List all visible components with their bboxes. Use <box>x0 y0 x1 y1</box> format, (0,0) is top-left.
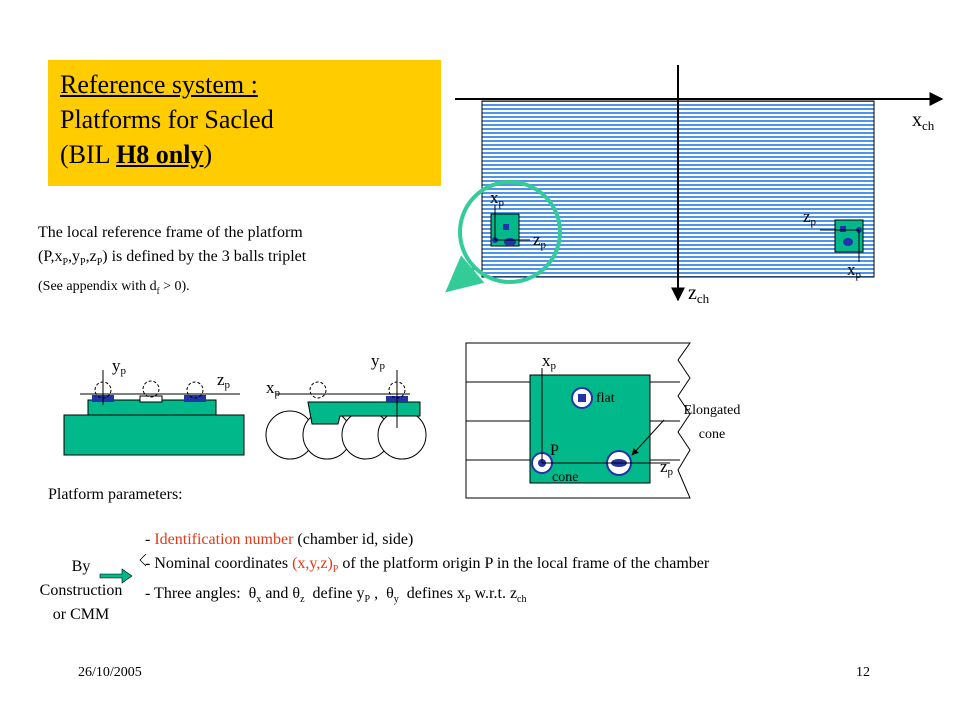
cone-label: cone <box>552 470 579 485</box>
highlight-arrow <box>448 268 474 290</box>
side-note-construction: Construction <box>39 582 123 599</box>
footer-date: 26/10/2005 <box>78 665 142 680</box>
params-list <box>145 528 709 612</box>
left-base-block <box>64 415 244 455</box>
right-yp-label: yp <box>371 351 385 372</box>
title-line2: Platforms for Sacled <box>60 105 274 134</box>
title-line3: (BIL H8 only) <box>60 140 213 169</box>
side-note <box>22 555 140 627</box>
elongated-label-1: Elongated <box>683 403 741 418</box>
z-ch-label: $z_{ch}$ <box>688 282 710 306</box>
side-note-cmm: or CMM <box>52 606 110 623</box>
detail-zp-label: zp <box>660 457 674 478</box>
detail-xp-label: xp <box>542 351 556 372</box>
flat-label: flat <box>596 391 615 406</box>
side-view-left <box>64 356 244 455</box>
left-zp-label-side: zp <box>217 370 231 391</box>
description-line1: The local reference frame of the platform <box>38 224 303 241</box>
title-line1: Reference system : <box>60 70 258 99</box>
title-h8-only: H8 only <box>116 140 204 169</box>
right-zp-label: zp <box>803 207 817 228</box>
side-view-right <box>266 351 426 459</box>
x-ch-label: $x_{ch}$ <box>912 109 935 133</box>
param-angles: - Three angles: $\theta_x$ and $\theta_z$ define $y_P$ , $\theta_y$ defines $x_P$ w.r.t. $z_{ch}$ <box>145 585 527 606</box>
right-xp-label-side: xp <box>266 378 280 399</box>
chamber-diagram <box>448 65 942 306</box>
side-note-by: By <box>71 558 91 575</box>
platform-detail <box>466 343 740 498</box>
footer-page-number: 12 <box>856 665 870 680</box>
left-yp-label: yp <box>112 356 126 377</box>
elongated-label-2: cone <box>698 427 726 442</box>
params-title: Platform parameters: <box>48 486 183 503</box>
param-id: - Identification number (chamber id, side) <box>145 531 414 548</box>
right-xp-label: xp <box>847 260 861 281</box>
right-elongated-ball <box>843 238 853 246</box>
left-zp-label: zp <box>533 230 547 251</box>
description-line3: (See appendix with $d_f > 0$). <box>38 279 190 296</box>
right-flat-ball <box>840 226 846 232</box>
flat-ball <box>578 394 586 402</box>
param-coords: - Nominal coordinates $(x,y,z)_P$ of the platform origin P in the local frame of the chamber <box>145 555 710 576</box>
origin-p-label: P <box>550 442 559 459</box>
description-line2: $(P,x_P,y_P,z_P)$ is defined by the 3 balls triplet <box>38 248 307 269</box>
left-flat-ball <box>503 224 509 230</box>
left-elong-seat <box>184 395 206 402</box>
left-xp-label: xp <box>490 188 504 209</box>
left-elongated-ball <box>504 238 516 246</box>
